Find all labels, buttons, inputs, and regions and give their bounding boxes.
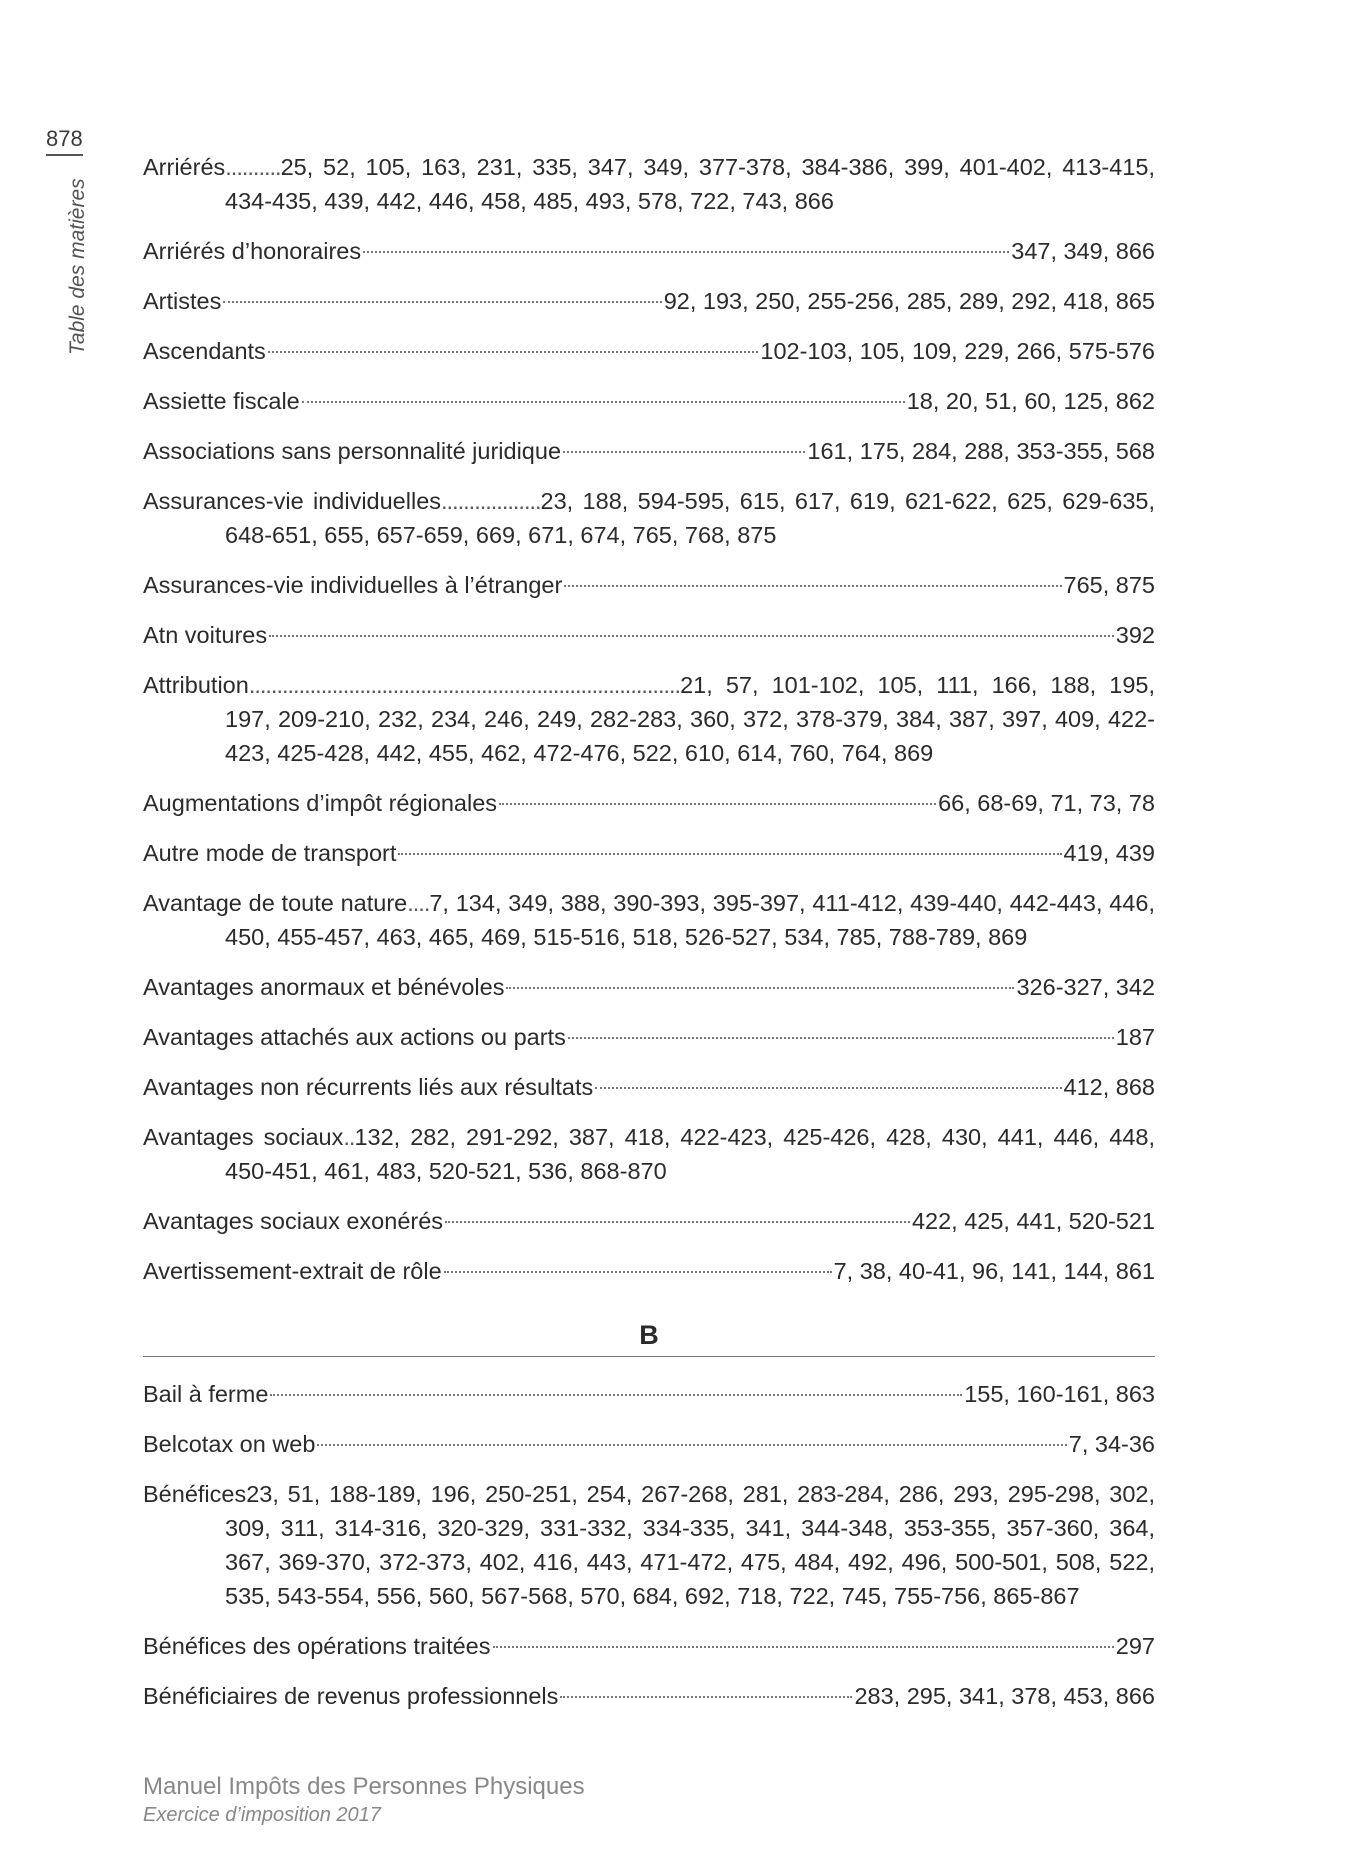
index-pages: 765, 875 [1063,572,1155,598]
index-term: Assurances-vie individuelles [143,488,442,514]
index-entry [143,886,1155,954]
index-entry [143,668,1155,770]
index-term: Bénéfices des opérations traitées [143,1633,491,1659]
index-section-b [143,1377,1155,1713]
index-term: Assiette fiscale [143,388,300,414]
index-entry [143,1477,1155,1613]
dot-leader: .. [343,1124,355,1150]
index-term: Arriérés [143,154,226,180]
index-term: Avantages attachés aux actions ou parts [143,1024,566,1050]
footer-subtitle: Exercice d’imposition 2017 [143,1804,381,1826]
index-entry [143,284,1155,318]
index-term: Avantages anormaux et bénévoles [143,974,505,1000]
index-term: Arriérés d’honoraires [143,238,362,264]
index-term: Bail à ferme [143,1381,269,1407]
index-term: Avertissement-extrait de rôle [143,1258,442,1284]
index-entry [143,1377,1155,1411]
dot-leader [398,853,1061,855]
index-pages: 7, 38, 40-41, 96, 141, 144, 861 [833,1258,1155,1284]
index-pages: 161, 175, 284, 288, 353-355, 568 [807,438,1155,464]
dot-leader [560,1696,852,1698]
dot-leader [444,1271,832,1273]
dot-leader [317,1444,1066,1446]
index-pages: 422, 425, 441, 520-521 [911,1208,1155,1234]
index-entry [143,150,1155,218]
index-entry [143,334,1155,368]
index-pages: 412, 868 [1063,1074,1155,1100]
index-pages: 7, 34-36 [1068,1431,1155,1457]
index-entry [143,384,1155,418]
dot-leader: .............................................................................. [248,672,681,698]
dot-leader [563,451,805,453]
page-number: 878 [46,126,83,156]
index-term: Avantages sociaux [143,1124,344,1150]
index-entry [143,1070,1155,1104]
index-term: Ascendants [143,338,266,364]
index-pages: 102-103, 105, 109, 229, 266, 575-576 [760,338,1155,364]
index-term: Avantages non récurrents liés aux résultats [143,1074,594,1100]
dot-leader [223,301,661,303]
index-entry [143,434,1155,468]
index-pages: 419, 439 [1063,840,1155,866]
index-term: Attribution [143,672,249,698]
index-entry [143,618,1155,652]
dot-leader [269,635,1114,637]
index-entry [143,1629,1155,1663]
index-entry [143,1254,1155,1288]
index-section-a [143,150,1155,1288]
dot-leader [363,251,1009,253]
footer-title: Manuel Impôts des Personnes Physiques [143,1773,585,1800]
index-pages: 23, 188, 594-595, 615, 617, 619, 621-622, 625, 629-635, 648-651, 655, 657-659, 669, 671, 674, 765, 768, 875 [225,488,1155,548]
index-term: Assurances-vie individuelles à l’étranger [143,572,563,598]
index-entry [143,1427,1155,1461]
index-pages: 66, 68-69, 71, 73, 78 [938,790,1155,816]
index-term: Bénéfices [143,1481,247,1507]
index-term: Augmentations d’impôt régionales [143,790,498,816]
index-term: Bénéficiaires de revenus professionnels [143,1683,559,1709]
index-entry [143,568,1155,602]
index-pages: 347, 349, 866 [1011,238,1155,264]
index-pages: 18, 20, 51, 60, 125, 862 [906,388,1155,414]
index-entry [143,484,1155,552]
index-term: Associations sans personnalité juridique [143,438,562,464]
section-letter-b: B [143,1318,1155,1357]
dot-leader [564,585,1061,587]
index-content [143,150,1155,1729]
index-entry [143,1204,1155,1238]
dot-leader: .... [407,890,430,916]
dot-leader [493,1646,1114,1648]
index-pages: 326-327, 342 [1016,974,1155,1000]
index-term: Avantages sociaux exonérés [143,1208,444,1234]
index-entry [143,786,1155,820]
index-entry [143,836,1155,870]
dot-leader [568,1037,1114,1039]
index-pages: 132, 282, 291-292, 387, 418, 422-423, 425-426, 428, 430, 441, 446, 448, 450-451, 461, 483, 520-521, 536, 868-870 [225,1124,1156,1184]
index-entry [143,1020,1155,1054]
index-pages: 23, 51, 188-189, 196, 250-251, 254, 267-268, 281, 283-284, 286, 293, 295-298, 302, 309, 311, 314-316, 320-329, 331-332, 334-335, 341, 344-348, 353-355, 357-360, 364, 367, 369-370, 372-373, 402, 416, 443, 471-472, 475, 484, 492, 496, 500-501, 508, 522, 535, 543-554, 556, 560, 567-568, 570, 684, 692, 718, 722, 745, 755-756, 865-867 [225,1481,1155,1609]
dot-leader [499,803,936,805]
index-entry [143,1120,1155,1188]
dot-leader [595,1087,1061,1089]
index-entry [143,234,1155,268]
index-pages: 92, 193, 250, 255-256, 285, 289, 292, 418, 865 [663,288,1155,314]
index-pages: 297 [1115,1633,1155,1659]
index-pages: 7, 134, 349, 388, 390-393, 395-397, 411-412, 439-440, 442-443, 446, 450, 455-457, 463, 465, 469, 515-516, 518, 526-527, 534, 785, 788-789, 869 [225,890,1155,950]
index-term: Belcotax on web [143,1431,316,1457]
index-term: Artistes [143,288,222,314]
index-entry [143,1679,1155,1713]
index-pages: 187 [1115,1024,1155,1050]
dot-leader [270,1394,962,1396]
index-entry [143,970,1155,1004]
index-pages: 283, 295, 341, 378, 453, 866 [854,1683,1155,1709]
index-term: Atn voitures [143,622,268,648]
index-term: Autre mode de transport [143,840,397,866]
dot-leader: .......... [225,154,281,180]
dot-leader [506,987,1014,989]
dot-leader [302,401,905,403]
index-pages: 155, 160-161, 863 [964,1381,1155,1407]
index-pages: 392 [1115,622,1155,648]
dot-leader: .................. [441,488,541,514]
dot-leader [445,1221,910,1223]
dot-leader [268,351,759,353]
index-term: Avantage de toute nature [143,890,408,916]
side-running-title: Table des matières [66,178,89,355]
index-pages: 21, 57, 101-102, 105, 111, 166, 188, 195, 197, 209-210, 232, 234, 246, 249, 282-283, 360, 372, 378-379, 384, 387, 397, 409, 422-423, 425-428, 442, 455, 462, 472-476, 522, 610, 614, 760, 764, 869 [225,672,1155,766]
index-pages: 25, 52, 105, 163, 231, 335, 347, 349, 377-378, 384-386, 399, 401-402, 413-415, 434-435, 439, 442, 446, 458, 485, 493, 578, 722, 743, 866 [225,154,1155,214]
